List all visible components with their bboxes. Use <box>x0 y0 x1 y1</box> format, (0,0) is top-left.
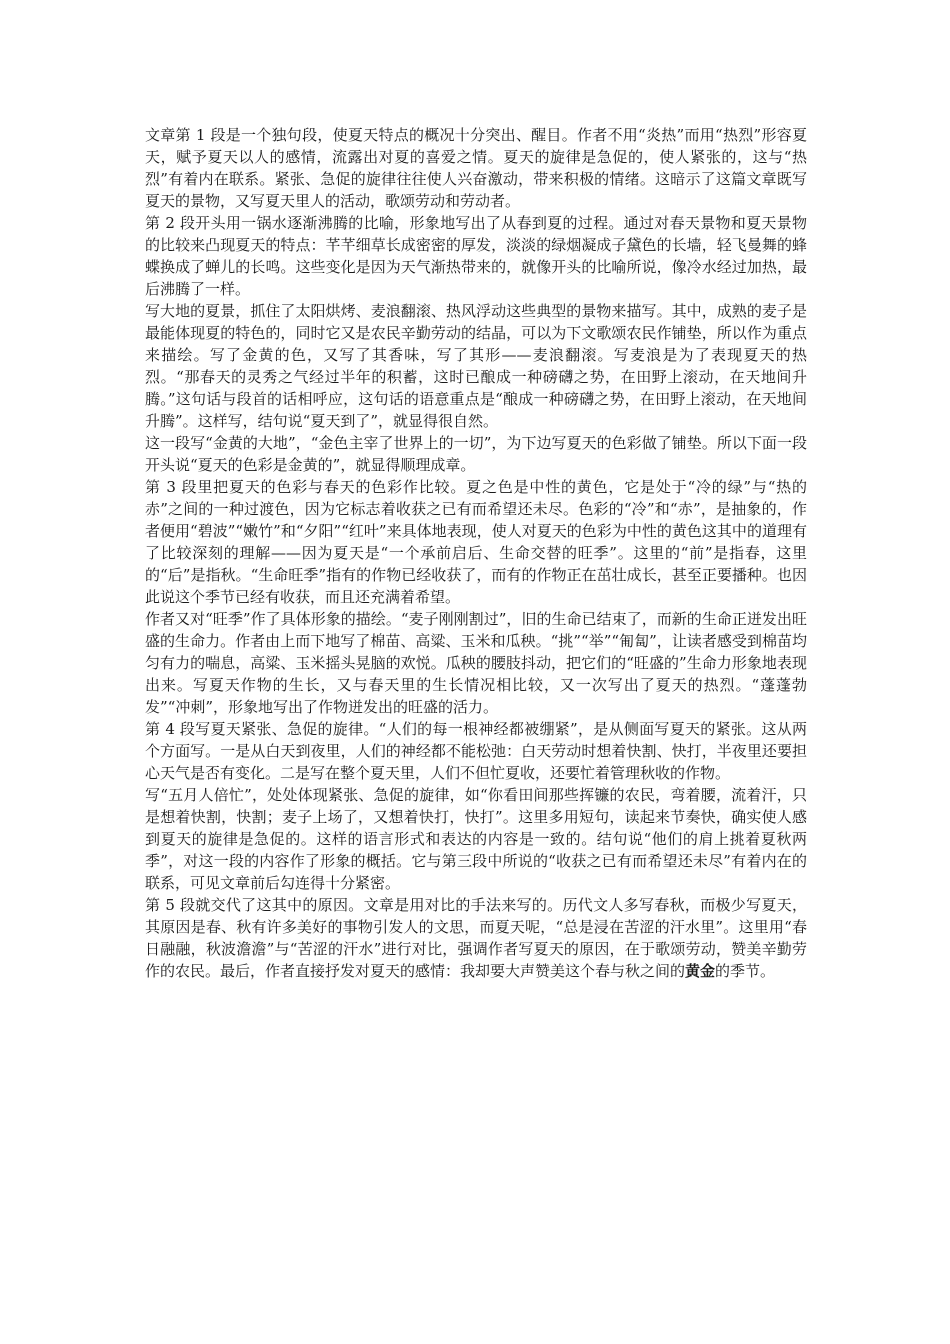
bold-keyword: 黄金 <box>685 962 716 980</box>
paragraph-4: 这一段写“金黄的大地”，“金色主宰了世界上的一切”，为下边写夏天的色彩做了铺垫。所以下面一段开头说“夏天的色彩是金黄的”，就显得顺理成章。 <box>145 434 807 474</box>
paragraph-5: 第 3 段里把夏天的色彩与春天的色彩作比较。夏之色是中性的黄色，它是处于“冷的绿”与“热的赤”之间的一种过渡色，因为它标志着收获之已有而希望还未尽。色彩的“冷”和“赤”，是抽象的，作者便用“碧波”“嫩竹”和“夕阳”“红叶”来具体地表现，使人对夏天的色彩为中性的黄色这其中的道理有了比较深刻的理解——因为夏天是“一个承前启后、生命交替的旺季”。这里的“前”是指春，这里的“后”是指秋。“生命旺季”指有的作物已经收获了，而有的作物正在茁壮成长，甚至正要播种。也因此说这个季节已经有收获，而且还充满着希望。 <box>145 478 807 606</box>
article-body <box>145 124 807 982</box>
paragraph-9-text: 第 5 段就交代了这其中的原因。文章是用对比的手法来写的。历代文人多写春秋，而极少写夏天，其原因是春、秋有许多美好的事物引发人的文思，而夏天呢，“总是浸在苦涩的汗水里”。这里用“春日融融，秋波澹澹”与“苦涩的汗水”进行对比，强调作者写夏天的原因，在于歌颂劳动，赞美辛勤劳作的农民。最后，作者直接抒发对夏天的感情： <box>145 896 807 980</box>
paragraph-8: 写“五月人倍忙”，处处体现紧张、急促的旋律，如“你看田间那些挥镰的农民，弯着腰，流着汗，只是想着快割，快割；麦子上场了，又想着快打，快打”。这里多用短句，读起来节奏快，确实使人感到夏天的旋律是急促的。这样的语言形式和表达的内容是一致的。结句说“他们的肩上挑着夏秋两季”，对这一段的内容作了形象的概括。它与第三段中所说的“收获之已有而希望还未尽”有着内在的联系，可见文章前后勾连得十分紧密。 <box>145 786 807 892</box>
paragraph-9 <box>145 894 807 982</box>
paragraph-3: 写大地的夏景，抓住了太阳烘烤、麦浪翻滚、热风浮动这些典型的景物来描写。其中，成熟的麦子是最能体现夏的特色的，同时它又是农民辛勤劳动的结晶，可以为下文歌颂农民作铺垫，所以作为重点来描绘。写了金黄的色，又写了其香味，写了其形——麦浪翻滚。写麦浪是为了表现夏天的热烈。“那春天的灵秀之气经过半年的积蓄，这时已酿成一种磅礴之势，在田野上滚动，在天地间升腾。”这句话与段首的话相呼应，这句话的语意重点是“酿成一种磅礴之势，在田野上滚动，在天地间升腾”。这样写，结句说“夏天到了”，就显得很自然。 <box>145 302 807 430</box>
paragraph-7: 第 4 段写夏天紧张、急促的旋律。“人们的每一根神经都被绷紧”，是从侧面写夏天的紧张。这从两个方面写。一是从白天到夜里，人们的神经都不能松弛：白天劳动时想着快割、快打，半夜里还要担心天气是否有变化。二是写在整个夏天里，人们不但忙夏收，还要忙着管理秋收的作物。 <box>145 720 807 782</box>
paragraph-9-end: 的季节。 <box>715 962 776 980</box>
paragraph-1: 文章第 1 段是一个独句段，使夏天特点的概况十分突出、醒目。作者不用“炎热”而用“热烈”形容夏天，赋予夏天以人的感情，流露出对夏的喜爱之情。夏天的旋律是急促的，使人紧张的，这与“热烈”有着内在联系。紧张、急促的旋律往往使人兴奋激动，带来积极的情绪。这暗示了这篇文章既写夏天的景物，又写夏天里人的活动，歌颂劳动和劳动者。 <box>145 126 807 210</box>
paragraph-6: 作者又对“旺季”作了具体形象的描绘。“麦子刚刚割过”，旧的生命已结束了，而新的生命正迸发出旺盛的生命力。作者由上而下地写了棉苗、高粱、玉米和瓜秧。“挑”“举”“匍匐”，让读者感受到棉苗均匀有力的喘息，高粱、玉米摇头晃脑的欢悦。瓜秧的腰肢抖动，把它们的“旺盛的”生命力形象地表现出来。写夏天作物的生长，又与春天里的生长情况相比较，又一次写出了夏天的热烈。“蓬蓬勃发”“冲刺”，形象地写出了作物迸发出的旺盛的活力。 <box>145 610 807 716</box>
paragraph-9-closing: 我却要大声赞美这个春与秋之间的 <box>460 962 686 980</box>
paragraph-2: 第 2 段开头用一锅水逐渐沸腾的比喻，形象地写出了从春到夏的过程。通过对春天景物和夏天景物的比较来凸现夏天的特点：芊芊细草长成密密的厚发，淡淡的绿烟凝成子黛色的长墙，轻飞曼舞的蜂蝶换成了蝉儿的长鸣。这些变化是因为天气渐热带来的，就像开头的比喻所说，像冷水经过加热，最后沸腾了一样。 <box>145 214 807 298</box>
